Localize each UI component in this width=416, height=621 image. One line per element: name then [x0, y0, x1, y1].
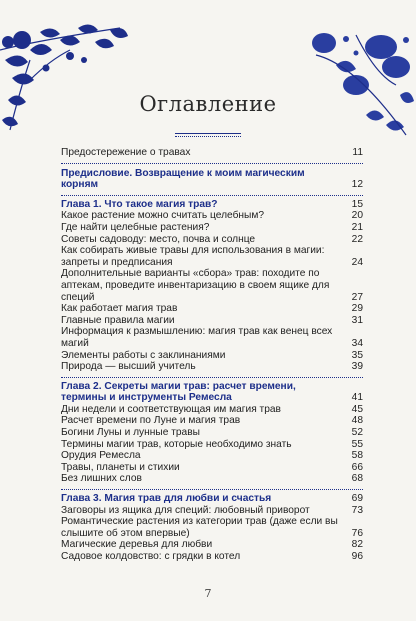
botanical-leaves-left-icon	[0, 20, 140, 140]
toc-entry-title: Термины магии трав, которые необходимо знать	[61, 438, 292, 450]
toc-entry[interactable]	[61, 234, 363, 246]
toc-entry-page: 31	[351, 314, 363, 326]
toc-entry[interactable]	[61, 450, 363, 462]
toc-entry-page: 39	[351, 361, 363, 373]
toc-entry-page: 73	[351, 504, 363, 516]
toc-entry[interactable]	[61, 210, 363, 222]
toc-entry-page: 15	[351, 198, 363, 210]
toc-entry[interactable]	[61, 516, 363, 539]
toc-entry-title: Расчет времени по Луне и магия трав	[61, 415, 241, 427]
toc-entry-title: Дни недели и соответствующая им магия трав	[61, 403, 281, 415]
page-number: 7	[204, 587, 212, 600]
toc-entry[interactable]	[61, 415, 363, 427]
toc-entry-page: 20	[351, 210, 363, 222]
toc-entry-page: 76	[351, 527, 363, 539]
toc-entry[interactable]	[61, 245, 363, 268]
toc-entry-title: Романтические растения из категории трав (даже если вы слышите об этом впервые)	[61, 516, 338, 539]
toc-entry-page: 82	[351, 539, 363, 551]
title-divider-dots	[175, 136, 241, 137]
toc-entry[interactable]	[61, 147, 363, 159]
toc-entry-title: Садовое колдовство: с грядки в котел	[61, 551, 241, 562]
toc-entry-page: 52	[351, 427, 363, 439]
toc-entry[interactable]	[61, 326, 363, 349]
toc-entry-title: Как работает магия трав	[61, 303, 178, 315]
toc-entry-title: Глава 3. Магия трав для любви и счастья	[61, 493, 272, 505]
toc-entry-page: 69	[351, 493, 363, 505]
toc-entry-page: 22	[351, 233, 363, 245]
toc-entry[interactable]	[61, 303, 363, 315]
toc-entry[interactable]	[61, 427, 363, 439]
toc-entry[interactable]	[61, 551, 363, 563]
toc-section-chapter-1	[61, 199, 363, 378]
toc-entry[interactable]	[61, 439, 363, 451]
toc-entry[interactable]	[61, 350, 363, 362]
toc-entry[interactable]	[61, 168, 363, 191]
page-title: Оглавление	[139, 92, 277, 116]
toc-entry-page: 55	[351, 438, 363, 450]
toc-entry-page: 29	[351, 303, 363, 315]
toc-chapter-heading[interactable]	[61, 199, 363, 211]
toc-entry-title: Травы, планеты и стихии	[61, 461, 180, 473]
toc-entry-page: 48	[351, 415, 363, 427]
toc-entry-title: Без лишних слов	[61, 473, 142, 485]
toc-entry-title: Магические деревья для любви	[61, 539, 213, 551]
toc-section-chapter-3	[61, 493, 363, 567]
toc-entry-title: Главные правила магии	[61, 314, 175, 326]
toc-entry[interactable]	[61, 222, 363, 234]
toc-entry[interactable]	[61, 505, 363, 517]
toc-entry-page: 27	[351, 291, 363, 303]
toc-entry[interactable]	[61, 462, 363, 474]
toc-entry-page: 24	[351, 256, 363, 268]
toc-entry-title: Богини Луны и лунные травы	[61, 427, 200, 439]
toc-entry-title: Какое растение можно считать целебным?	[61, 210, 265, 222]
toc-entry-title: Заговоры из ящика для специй: любовный приворот	[61, 504, 310, 516]
title-divider	[175, 133, 241, 134]
toc-entry-page: 68	[351, 473, 363, 485]
toc-section-preface	[61, 163, 363, 196]
toc-section-chapter-2	[61, 381, 363, 490]
toc-entry-page: 12	[351, 179, 363, 191]
toc-entry-title: Глава 1. Что такое магия трав?	[61, 198, 218, 210]
toc-entry-page: 58	[351, 450, 363, 462]
toc-entry[interactable]	[61, 268, 363, 303]
toc-entry[interactable]	[61, 473, 363, 485]
toc-chapter-heading[interactable]	[61, 493, 363, 505]
toc-entry[interactable]	[61, 539, 363, 551]
toc-entry[interactable]	[61, 315, 363, 327]
toc-entry[interactable]	[61, 404, 363, 416]
toc-entry-page: 66	[351, 461, 363, 473]
toc-entry-title: Элементы работы с заклинаниями	[61, 349, 226, 361]
toc-entry-page: 34	[351, 337, 363, 349]
toc-entry-title: Предостережение о травах	[61, 147, 191, 158]
toc-entry-title: Предисловие. Возвращение к моим магическим корням	[61, 167, 305, 191]
toc-entry-title: Информация к размышлению: магия трав как венец всех магий	[61, 326, 333, 349]
toc-entry-page: 11	[352, 147, 363, 158]
toc-entry-page: 96	[351, 551, 363, 562]
toc-entry-title: Глава 2. Секреты магии трав: расчет времени, термины и инструменты Ремесла	[61, 380, 296, 404]
botanical-leaves-right-icon	[296, 25, 416, 140]
toc-chapter-heading[interactable]	[61, 381, 363, 404]
table-of-contents	[61, 147, 363, 570]
toc-entry-title: Советы садоводу: место, почва и солнце	[61, 233, 256, 245]
toc-entry-title: Дополнительные варианты «сбора» трав: походите по аптекам, проведите инвентаризацию в своем ящике для специй	[61, 268, 330, 303]
toc-entry-title: Орудия Ремесла	[61, 450, 141, 462]
toc-entry-page: 35	[351, 349, 363, 361]
toc-entry-page: 45	[351, 403, 363, 415]
toc-entry-title: Природа — высший учитель	[61, 361, 196, 373]
toc-entry-title: Как собирать живые травы для использования в магии: запреты и предписания	[61, 245, 325, 268]
toc-entry-page: 21	[351, 221, 363, 233]
toc-entry-title: Где найти целебные растения?	[61, 221, 210, 233]
toc-entry-page: 41	[351, 392, 363, 404]
toc-entry[interactable]	[61, 361, 363, 373]
